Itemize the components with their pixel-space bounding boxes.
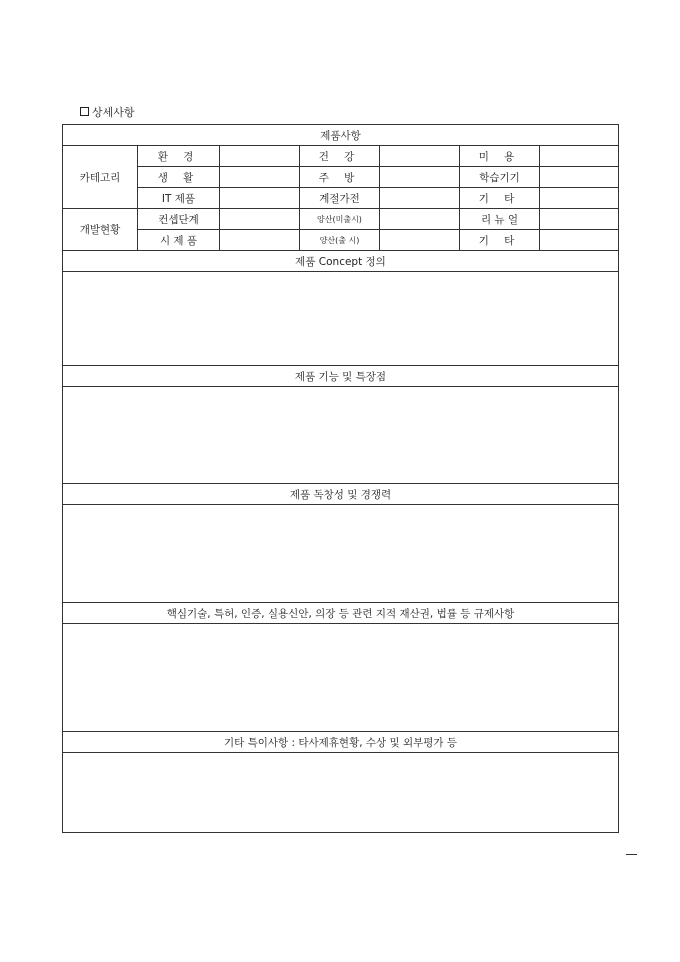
category-option-label: IT 제품: [138, 188, 220, 209]
development-option-label: 양산(출 시): [300, 230, 380, 251]
ip-text-area[interactable]: [63, 624, 619, 732]
category-input-cell[interactable]: [540, 146, 619, 167]
concept-text-area[interactable]: [63, 272, 619, 366]
category-input-cell[interactable]: [220, 188, 300, 209]
category-option-label: 주 방: [300, 167, 380, 188]
category-option-label: 건 강: [300, 146, 380, 167]
development-input-cell[interactable]: [540, 209, 619, 230]
category-input-cell[interactable]: [540, 188, 619, 209]
development-option-label: 양산(미출시): [300, 209, 380, 230]
development-input-cell[interactable]: [380, 230, 460, 251]
category-label: 카테고리: [63, 146, 138, 209]
etc-text-area[interactable]: [63, 753, 619, 833]
development-option-label: 시 제 품: [138, 230, 220, 251]
category-option-label: 생 활: [138, 167, 220, 188]
etc-section-header: 기타 특이사항 : 타사제휴현황, 수상 및 외부평가 등: [63, 732, 619, 753]
development-input-cell[interactable]: [540, 230, 619, 251]
category-option-label: 기 타: [460, 188, 540, 209]
development-option-label: 컨셉단계: [138, 209, 220, 230]
detail-form-table: [62, 124, 619, 833]
category-input-cell[interactable]: [220, 146, 300, 167]
features-section-header: 제품 기능 및 특장점: [63, 366, 619, 387]
development-input-cell[interactable]: [380, 209, 460, 230]
product-section-header: 제품사항: [63, 125, 619, 146]
category-option-label: 환 경: [138, 146, 220, 167]
ip-section-header: 핵심기술, 특허, 인증, 실용신안, 의장 등 관련 지적 재산권, 법률 등 규제사항: [63, 603, 619, 624]
development-option-label: 기 타: [460, 230, 540, 251]
section-heading: 상세사항: [80, 104, 135, 120]
category-input-cell[interactable]: [220, 167, 300, 188]
category-option-label: 학습기기: [460, 167, 540, 188]
development-label: 개발현황: [63, 209, 138, 251]
page-corner-mark: [626, 854, 637, 855]
category-input-cell[interactable]: [380, 188, 460, 209]
development-option-label: 리 뉴 얼: [460, 209, 540, 230]
category-input-cell[interactable]: [380, 146, 460, 167]
development-input-cell[interactable]: [220, 230, 300, 251]
concept-section-header: 제품 Concept 정의: [63, 251, 619, 272]
category-input-cell[interactable]: [380, 167, 460, 188]
features-text-area[interactable]: [63, 387, 619, 484]
category-option-label: 계절가전: [300, 188, 380, 209]
category-option-label: 미 용: [460, 146, 540, 167]
checkbox-square-icon: [80, 107, 89, 116]
originality-section-header: 제품 독창성 및 경쟁력: [63, 484, 619, 505]
category-input-cell[interactable]: [540, 167, 619, 188]
development-input-cell[interactable]: [220, 209, 300, 230]
originality-text-area[interactable]: [63, 505, 619, 603]
